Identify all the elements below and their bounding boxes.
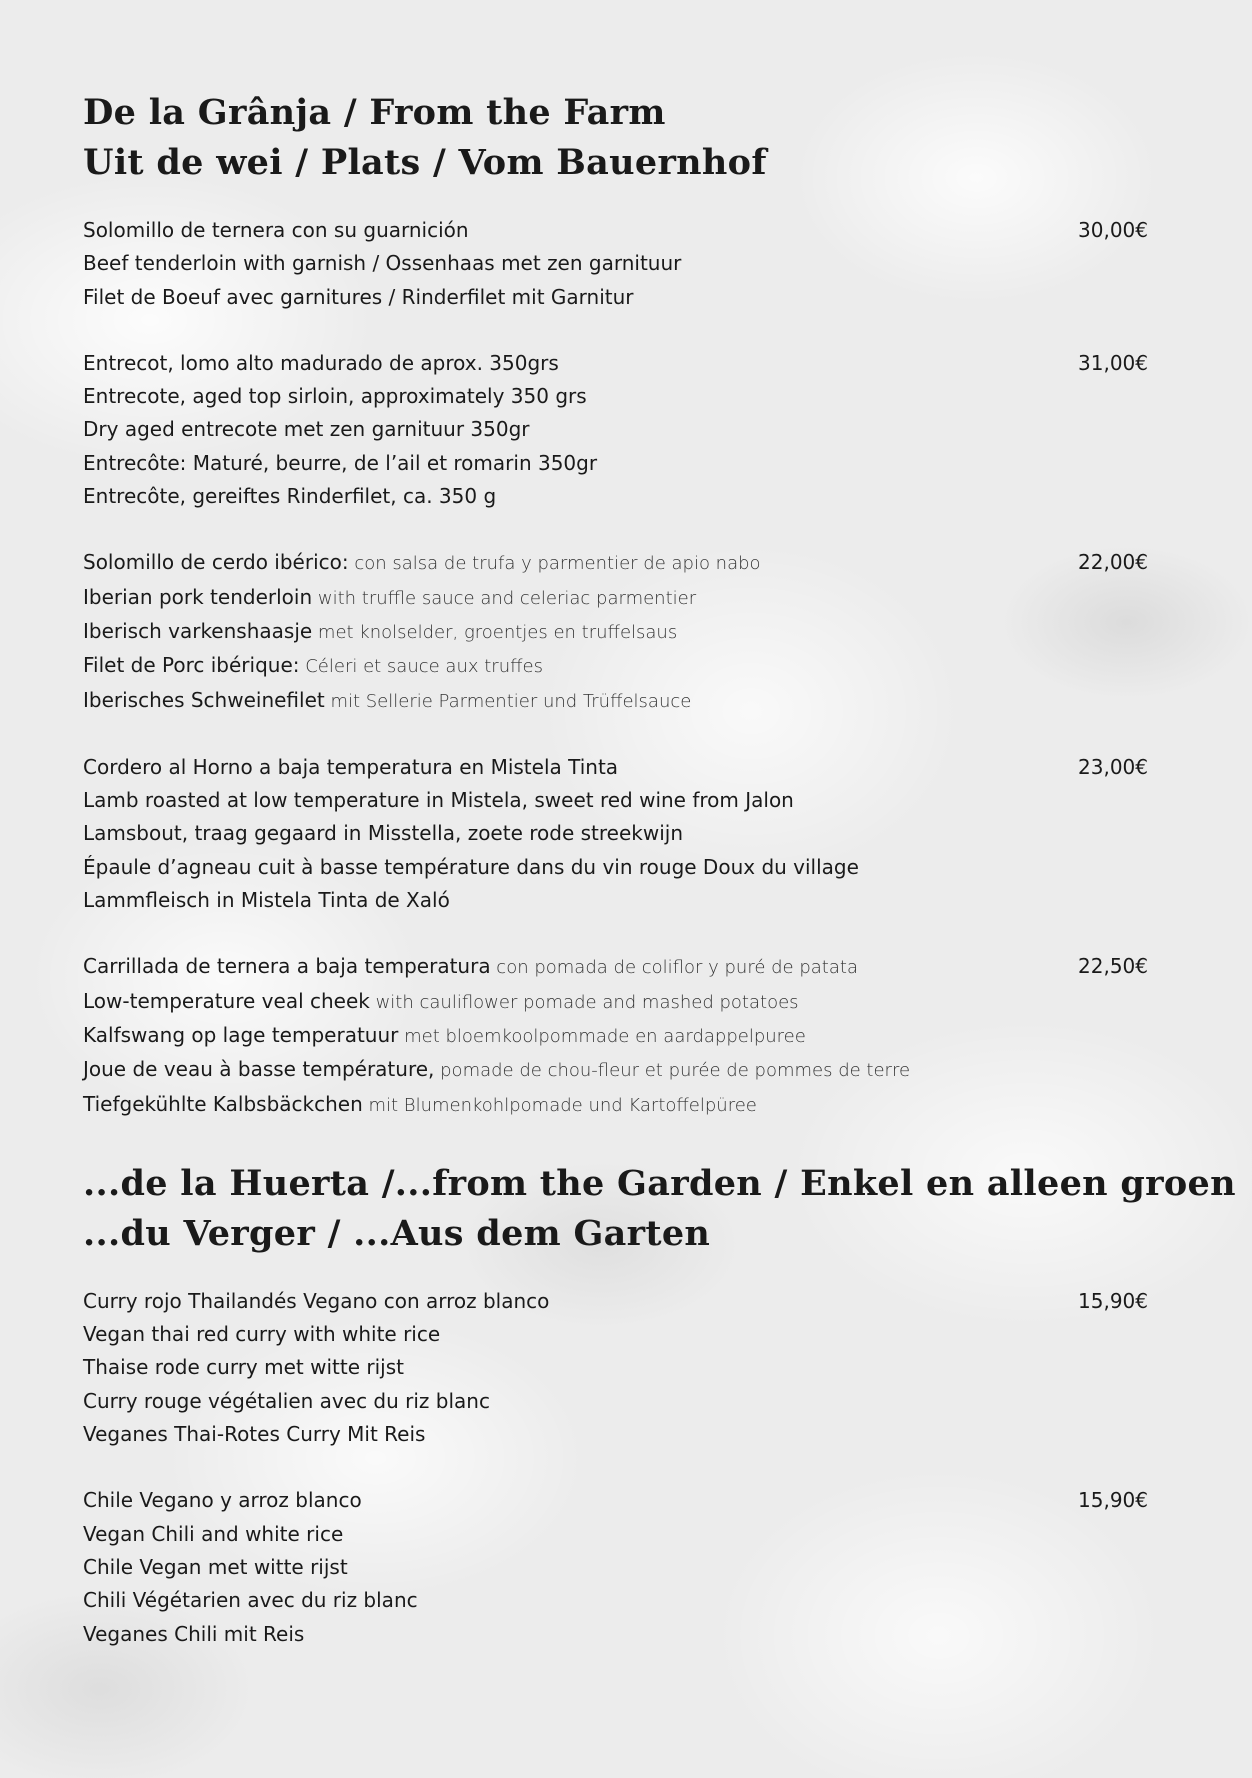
menu-item-description — [83, 1053, 1148, 1087]
menu-item — [83, 347, 1148, 513]
menu-item-description — [83, 1285, 1148, 1318]
dish-name: Chile Vegano y arroz blanco — [83, 1488, 362, 1513]
menu-item-description — [83, 615, 1148, 649]
dish-name: Thaise rode curry met witte rijst — [83, 1355, 404, 1380]
menu-item-price: 30,00€ — [1078, 218, 1148, 242]
dish-name: Solomillo de ternera con su guarnición — [83, 218, 469, 242]
dish-name: Filet de Porc ibérique: — [83, 653, 300, 678]
menu-item — [83, 214, 1148, 314]
menu-item-description — [83, 1551, 1148, 1584]
dish-name: Veganes Chili mit Reis — [83, 1621, 305, 1646]
menu-item-description — [83, 684, 1148, 718]
dish-name: Joue de veau à basse température, — [83, 1057, 435, 1082]
dish-detail: con pomada de coliflor y puré de patata — [490, 957, 858, 979]
menu-item-description — [83, 1351, 1148, 1384]
dish-name: Lammfleisch in Mistela Tinta de Xaló — [83, 888, 450, 913]
menu-item-price: 15,90€ — [1078, 1488, 1148, 1513]
menu-item-description — [83, 1019, 1148, 1053]
dish-name: Vegan thai red curry with white rice — [83, 1322, 441, 1347]
dish-name: Kalfswang op lage temperatuur — [83, 1022, 399, 1047]
menu-item-description — [83, 985, 1148, 1019]
dish-name: Tiefgekühlte Kalbsbäckchen — [83, 1091, 363, 1116]
menu-item-description — [83, 851, 1148, 884]
menu-item-description — [83, 1088, 1148, 1122]
dish-detail: Céleri et sauce aux truffes — [299, 656, 543, 678]
menu-item-price: 23,00€ — [1078, 754, 1148, 779]
dish-name: Lamsbout, traag gegaard in Misstella, zoete rode streekwijn — [83, 821, 683, 846]
dish-name: Dry aged entrecote met zen garnituur 350gr — [83, 417, 530, 442]
dish-name: Curry rojo Thailandés Vegano con arroz blanco — [83, 1288, 550, 1313]
dish-name: Entrecote, aged top sirloin, approximately 350 grs — [83, 384, 587, 409]
menu-item-description — [83, 751, 1148, 784]
dish-name: Cordero al Horno a baja temperatura en Mistela Tinta — [83, 754, 619, 779]
menu-section — [83, 1159, 1236, 1651]
dish-name: Lamb roasted at low temperature in Mistela, sweet red wine from Jalon — [83, 788, 794, 813]
menu-item-price: 15,90€ — [1078, 1288, 1148, 1313]
menu-item — [83, 1484, 1148, 1650]
dish-detail: with cauliflower pomade and mashed potatoes — [369, 991, 799, 1013]
menu-item — [83, 546, 1148, 717]
dish-name: Carrillada de ternera a baja temperatura — [83, 954, 491, 979]
menu-item — [83, 1285, 1148, 1451]
menu-item-description — [83, 581, 1148, 615]
menu-item-description — [83, 1484, 1148, 1517]
menu-item-description — [83, 784, 1148, 817]
dish-detail: with truffle sauce and celeriac parmentier — [312, 587, 697, 609]
menu-item-description — [83, 817, 1148, 850]
dish-name: Chile Vegan met witte rijst — [83, 1554, 348, 1579]
menu-item-description — [83, 1618, 1148, 1651]
dish-name: Low-temperature veal cheek — [83, 988, 370, 1013]
menu-section — [83, 88, 1148, 1122]
menu-item-description — [83, 281, 1148, 314]
menu-item-description — [83, 1518, 1148, 1551]
dish-detail: mit Sellerie Parmentier und Trüffelsauce — [324, 690, 692, 712]
menu-item-description — [83, 1385, 1148, 1418]
menu-item-price: 22,50€ — [1078, 954, 1148, 979]
section-title: ...de la Huerta /...from the Garden / Enkel en alleen groen — [83, 1162, 1236, 1204]
menu-page — [83, 88, 1236, 1684]
dish-name: Solomillo de cerdo ibérico: — [83, 550, 349, 575]
menu-item-description — [83, 1418, 1148, 1451]
menu-item-description — [83, 1318, 1148, 1351]
dish-name: Entrecôte, gereiftes Rinderfilet, ca. 350 g — [83, 484, 497, 509]
menu-item-description — [83, 1584, 1148, 1617]
dish-detail: met bloemkoolpommade en aardappelpuree — [398, 1025, 806, 1047]
dish-detail: con salsa de trufa y parmentier de apio nabo — [348, 553, 761, 575]
menu-item-description — [83, 480, 1148, 513]
menu-item — [83, 950, 1148, 1121]
menu-items — [83, 1285, 1148, 1651]
dish-name: Iberian pork tenderloin — [83, 584, 313, 609]
dish-name: Vegan Chili and white rice — [83, 1521, 344, 1546]
section-title: Uit de wei / Plats / Vom Bauernhof — [83, 142, 767, 183]
menu-item-price: 22,00€ — [1078, 550, 1148, 575]
menu-item-description — [83, 380, 1148, 413]
menu-item-description — [83, 546, 1148, 580]
section-title: De la Grânja / From the Farm — [83, 92, 666, 133]
menu-item-price: 31,00€ — [1078, 350, 1148, 375]
menu-item-description — [83, 214, 1148, 247]
dish-name: Iberisch varkenshaasje — [83, 618, 313, 643]
dish-name: Épaule d’agneau cuit à basse température dans du vin rouge Doux du village — [83, 854, 859, 879]
menu-item-description — [83, 347, 1148, 380]
menu-item-description — [83, 413, 1148, 446]
menu-item-description — [83, 447, 1148, 480]
dish-detail: met knolselder, groentjes en truffelsaus — [312, 621, 678, 643]
dish-name: Chili Végétarien avec du riz blanc — [83, 1588, 418, 1613]
dish-name: Entrecot, lomo alto madurado de aprox. 350grs — [83, 350, 559, 375]
menu-item-description — [83, 884, 1148, 917]
menu-items — [83, 214, 1148, 1122]
dish-name: Filet de Boeuf avec garnitures / Rinderfilet mit Garnitur — [83, 284, 634, 309]
menu-item — [83, 751, 1148, 917]
dish-name: Veganes Thai-Rotes Curry Mit Reis — [83, 1422, 426, 1447]
menu-item-description — [83, 649, 1148, 683]
dish-detail: mit Blumenkohlpomade und Kartoffelpüree — [362, 1094, 757, 1116]
dish-name: Beef tenderloin with garnish / Ossenhaas met zen garnituur — [83, 251, 682, 276]
dish-name: Iberisches Schweinefilet — [83, 687, 325, 712]
dish-detail: pomade de chou-fleur et purée de pommes de terre — [434, 1060, 911, 1082]
menu-item-description — [83, 247, 1148, 280]
section-title: ...du Verger / ...Aus dem Garten — [83, 1212, 711, 1254]
dish-name: Entrecôte: Maturé, beurre, de l’ail et romarin 350gr — [83, 450, 598, 475]
dish-name: Curry rouge végétalien avec du riz blanc — [83, 1388, 490, 1413]
menu-item-description — [83, 950, 1148, 984]
